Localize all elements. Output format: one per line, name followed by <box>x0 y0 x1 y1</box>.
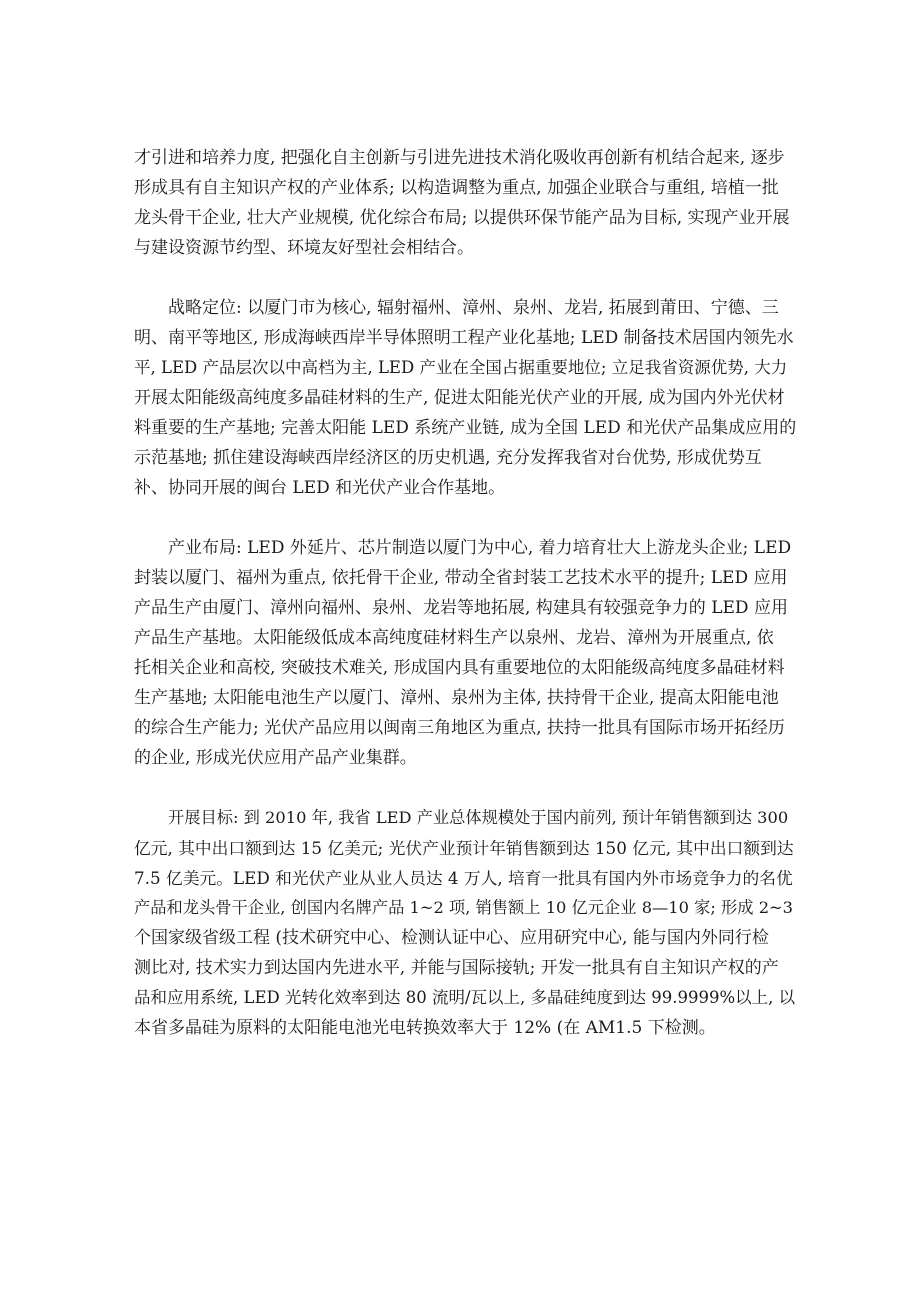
text-line: 的综合生产能力; 光伏产品应用以闽南三角地区为重点, 扶持一批具有国际市场开拓经历 <box>134 718 785 738</box>
text-line: 产业布局: LED 外延片、芯片制造以厦门为中心, 着力培育壮大上游龙头企业; LED <box>168 538 792 558</box>
text-line: 补、协同开展的闽台 LED 和光伏产业合作基地。 <box>134 478 506 498</box>
text-line: 开展目标: 到 2010 年, 我省 LED 产业总体规模处于国内前列, 预计年销售额到达 300 <box>168 808 789 827</box>
text-line: 产品和龙头骨干企业, 创国内名牌产品 1~2 项, 销售额上 10 亿元企业 8—10 家; 形成 2~3 <box>134 898 793 917</box>
text-line: 产品生产由厦门、漳州向福州、泉州、龙岩等地拓展, 构建具有较强竞争力的 LED 应用 <box>134 598 788 618</box>
text-line: 形成具有自主知识产权的产业体系; 以构造调整为重点, 加强企业联合与重组, 培植一批 <box>134 178 779 198</box>
text-line: 平, LED 产品层次以中高档为主, LED 产业在全国占据重要地位; 立足我省资源优势, 大力 <box>134 358 788 377</box>
document-body <box>134 143 796 1073</box>
text-line: 个国家级省级工程 (技术研究中心、检测认证中心、应用研究中心, 能与国内外同行检 <box>134 928 769 948</box>
text-line: 示范基地; 抓住建设海峡西岸经济区的历史机遇, 充分发挥我省对台优势, 形成优势互 <box>134 448 762 468</box>
text-line: 7.5 亿美元。LED 和光伏产业从业人员达 4 万人, 培育一批具有国内外市场竞争力的名优 <box>134 868 793 888</box>
text-line: 亿元, 其中出口额到达 15 亿美元; 光伏产业预计年销售额到达 150 亿元, 其中出口额到达 <box>134 838 794 858</box>
text-line: 封装以厦门、福州为重点, 依托骨干企业, 带动全省封装工艺技术水平的提升; LED 应用 <box>134 568 788 588</box>
text-line: 与建设资源节约型、环境友好型社会相结合。 <box>134 238 474 258</box>
text-line: 的企业, 形成光伏应用产品产业集群。 <box>134 748 417 768</box>
paragraph-continuation <box>134 143 796 263</box>
paragraph-strategic-positioning <box>134 293 796 503</box>
text-line: 才引进和培养力度, 把强化自主创新与引进先进技术消化吸收再创新有机结合起来, 逐步 <box>134 148 785 168</box>
text-line: 品和应用系统, LED 光转化效率到达 80 流明/瓦以上, 多晶硅纯度到达 99.9999%以上, 以 <box>134 988 796 1007</box>
text-line: 产品生产基地。太阳能级低成本高纯度硅材料生产以泉州、龙岩、漳州为开展重点, 依 <box>134 628 774 648</box>
text-line: 料重要的生产基地; 完善太阳能 LED 系统产业链, 成为全国 LED 和光伏产品集成应用的 <box>134 418 797 438</box>
paragraph-industry-layout <box>134 533 796 773</box>
text-line: 托相关企业和高校, 突破技术难关, 形成国内具有重要地位的太阳能级高纯度多晶硅材料 <box>134 658 785 678</box>
text-line: 战略定位: 以厦门市为核心, 辐射福州、漳州、泉州、龙岩, 拓展到莆田、宁德、三 <box>168 298 779 318</box>
text-line: 龙头骨干企业, 壮大产业规模, 优化综合布局; 以提供环保节能产品为目标, 实现产业开展 <box>134 208 790 228</box>
text-line: 测比对, 技术实力到达国内先进水平, 并能与国际接轨; 开发一批具有自主知识产权的产 <box>134 958 779 978</box>
text-line: 生产基地; 太阳能电池生产以厦门、漳州、泉州为主体, 扶持骨干企业, 提高太阳能电池 <box>134 688 779 708</box>
paragraph-development-goals <box>134 803 796 1043</box>
text-line: 明、南平等地区, 形成海峡西岸半导体照明工程产业化基地; LED 制备技术居国内领先水 <box>134 328 794 348</box>
text-line: 本省多晶硅为原料的太阳能电池光电转换效率大于 12% (在 AM1.5 下检测。 <box>134 1018 716 1038</box>
text-line: 开展太阳能级高纯度多晶硅材料的生产, 促进太阳能光伏产业的开展, 成为国内外光伏材 <box>134 388 785 408</box>
